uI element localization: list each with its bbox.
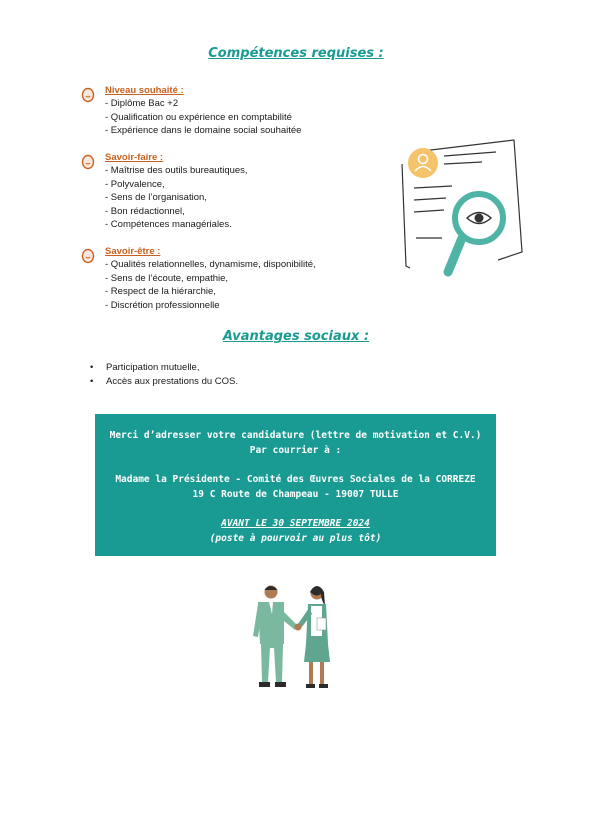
contact-line: Merci d’adresser votre candidature (lettre de motivation et C.V.) [109, 430, 482, 441]
savoir-faire-item: - Polyvalence, [105, 178, 165, 190]
resume-magnifier-illustration [396, 134, 528, 282]
savoir-etre-item: - Respect de la hiérarchie, [105, 286, 216, 297]
avantages-title: Avantages sociaux : [222, 329, 370, 344]
deadline: AVANT LE 30 SEPTEMBRE 2024 [221, 518, 370, 529]
savoir-faire-item: - Sens de l’organisation, [105, 192, 207, 203]
contact-box [95, 414, 496, 556]
savoir-faire-item: - Maîtrise des outils bureautiques, [105, 165, 248, 176]
contact-address-line: Madame la Présidente - Comité des Œuvres Sociales de la CORREZE [115, 474, 476, 485]
niveau-heading: Niveau souhaité : [105, 85, 184, 96]
list-item: • Participation mutuelle, [90, 361, 238, 375]
savoir-faire-item: - Compétences managériales. [105, 219, 232, 230]
niveau-item: - Expérience dans le domaine social souhaitée [105, 125, 302, 136]
deadline-note: (poste à pourvoir au plus tôt) [209, 533, 382, 544]
handshake-illustration [246, 582, 336, 696]
savoir-etre-item: - Qualités relationnelles, dynamisme, disponibilité, [105, 259, 316, 270]
contact-address-line: 19 C Route de Champeau - 19007 TULLE [192, 489, 399, 500]
savoir-etre-heading: Savoir-être : [105, 246, 161, 257]
list-item: • Accès aux prestations du COS. [90, 375, 238, 389]
egg-bullet-icon [80, 85, 96, 103]
savoir-etre-item: - Discrétion professionnelle [105, 299, 220, 311]
contact-line: Par courrier à : [249, 445, 342, 456]
niveau-item: - Qualification ou expérience en comptabilité [105, 111, 292, 123]
savoir-faire-heading: Savoir-faire : [105, 152, 164, 163]
egg-bullet-icon [80, 152, 96, 170]
savoir-etre-item: - Sens de l’écoute, empathie, [105, 272, 229, 284]
competences-title: Compétences requises : [208, 46, 384, 61]
niveau-item: - Diplôme Bac +2 [105, 98, 179, 109]
egg-bullet-icon [80, 246, 96, 264]
avantages-list [90, 361, 238, 388]
savoir-faire-item: - Bon rédactionnel, [105, 205, 185, 217]
